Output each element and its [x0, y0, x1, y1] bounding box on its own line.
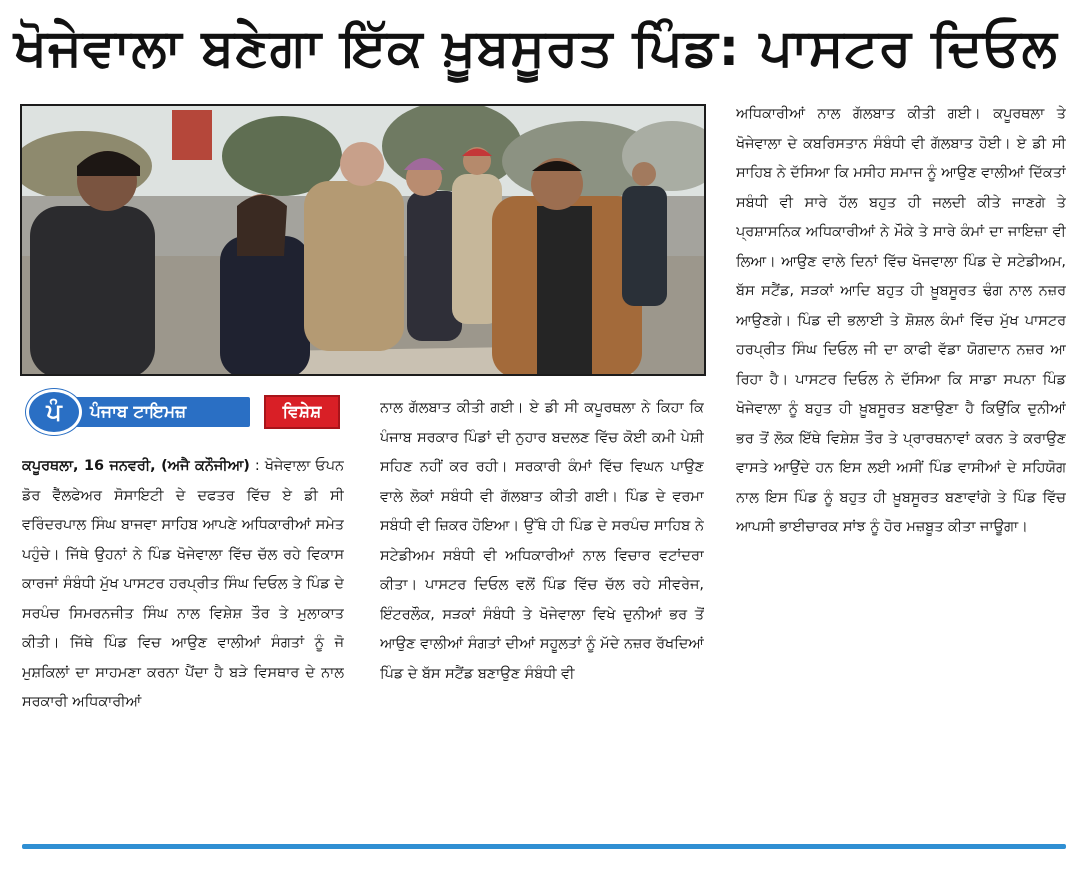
article-column-1: [22, 452, 344, 837]
brand-name: ਪੰਜਾਬ ਟਾਇਮਜ਼: [90, 402, 187, 422]
special-badge: ਵਿਸ਼ੇਸ਼: [264, 395, 340, 429]
brand-strip: [20, 389, 342, 435]
article-column-2: [380, 394, 704, 838]
brand-logo-icon: ਪੰ: [26, 389, 82, 435]
column-3-text: ਅਧਿਕਾਰੀਆਂ ਨਾਲ ਗੱਲਬਾਤ ਕੀਤੀ ਗਈ। ਕਪੂਰਥਲਾ ਤੇ ਖੋਜੇਵਾਲਾ ਦੇ ਕਬਰਿਸਤਾਨ ਸੰਬੰਧੀ ਵੀ ਗੱਲਬਾਤ ਹੋਈ। ਏ ਡੀ ਸੀ ਸਾਹਿਬ ਨੇ ਦੱਸਿਆ ਕਿ ਮਸੀਹ ਸਮਾਜ ਨੂੰ ਆਉਣ ਵਾਲੀਆਂ ਦਿੱਕਤਾਂ ਸਬੰਧੀ ਵੀ ਸਾਰੇ ਹੱਲ ਬਹੁਤ ਹੀ ਜਲਦੀ ਕੀਤੇ ਜਾਣਗੇ ਤੇ ਪ੍ਰਸ਼ਾਸਨਿਕ ਅਧਿਕਾਰੀਆਂ ਨੇ ਮੌਕੇ ਤੇ ਸਾਰੇ ਕੰਮਾਂ ਦਾ ਜਾਇਜ਼ਾ ਵੀ ਲਿਆ। ਆਉਣ ਵਾਲੇ ਦਿਨਾਂ ਵਿੱਚ ਖੋਜਵਾਲਾ ਪਿੰਡ ਦੇ ਸਟੇਡੀਅਮ, ਬੱਸ ਸਟੈਂਡ, ਸੜਕਾਂ ਆਦਿ ਬਹੁਤ ਹੀ ਖ਼ੂਬਸੂਰਤ ਢੰਗ ਨਾਲ ਨਜ਼ਰ ਆਉਣਗੇ। ਪਿੰਡ ਦੀ ਭਲਾਈ ਤੇ ਸ਼ੋਸ਼ਲ ਕੰਮਾਂ ਵਿੱਚ ਮੁੱਖ ਪਾਸਟਰ ਹਰਪ੍ਰੀਤ ਸਿੰਘ ਦਿਓਲ ਜੀ ਦਾ ਕਾਫੀ ਵੱਡਾ ਯੋਗਦਾਨ ਨਜ਼ਰ ਆ ਰਿਹਾ ਹੈ। ਪਾਸਟਰ ਦਿਓਲ ਨੇ ਦੱਸਿਆ ਕਿ ਸਾਡਾ ਸਪਨਾ ਪਿੰਡ ਖੋਜੇਵਾਲਾ ਨੂੰ ਬਹੁਤ ਹੀ ਖ਼ੂਬਸੂਰਤ ਬਣਾਉਣਾ ਹੈ ਕਿਉਂਕਿ ਦੁਨੀਆਂ ਭਰ ਤੋਂ ਲੋਕ ਇੱਥੇ ਵਿਸ਼ੇਸ਼ ਤੌਰ ਤੇ ਪ੍ਰਾਰਥਨਾਵਾਂ ਕਰਨ ਤੇ ਕਰਾਉਣ ਵਾਸਤੇ ਆਉਂਦੇ ਹਨ ਇਸ ਲਈ ਅਸੀਂ ਪਿੰਡ ਵਾਸੀਆਂ ਦੇ ਸਹਿਯੋਗ ਨਾਲ ਇਸ ਪਿੰਡ ਨੂੰ ਬਹੁਤ ਹੀ ਖ਼ੂਬਸੂਰਤ ਬਣਾਵਾਂਗੇ ਤੇ ਪਿੰਡ ਵਿੱਚ ਆਪਸੀ ਭਾਈਚਾਰਕ ਸਾਂਝ ਨੂੰ ਹੋਰ ਮਜ਼ਬੂਤ ਕੀਤਾ ਜਾਊਗਾ।: [736, 106, 1066, 535]
bottom-rule: [22, 844, 1066, 849]
column-2-text: ਨਾਲ ਗੱਲਬਾਤ ਕੀਤੀ ਗਈ। ਏ ਡੀ ਸੀ ਕਪੂਰਥਲਾ ਨੇ ਕਿਹਾ ਕਿ ਪੰਜਾਬ ਸਰਕਾਰ ਪਿੰਡਾਂ ਦੀ ਨੁਹਾਰ ਬਦਲਣ ਵਿੱਚ ਕੋਈ ਕਮੀ ਪੇਸ਼ੀ ਸਹਿਣ ਨਹੀਂ ਕਰ ਰਹੀ। ਸਰਕਾਰੀ ਕੰਮਾਂ ਵਿੱਚ ਵਿਘਨ ਪਾਉਣ ਵਾਲੇ ਲੋਕਾਂ ਸਬੰਧੀ ਵੀ ਗੱਲਬਾਤ ਕੀਤੀ ਗਈ। ਪਿੰਡ ਦੇ ਵਰਮਾ ਸਬੰਧੀ ਵੀ ਜ਼ਿਕਰ ਹੋਇਆ। ਉੱਥੇ ਹੀ ਪਿੰਡ ਦੇ ਸਰਪੰਚ ਸਾਹਿਬ ਨੇ ਸਟੇਡੀਅਮ ਸਬੰਧੀ ਵੀ ਅਧਿਕਾਰੀਆਂ ਨਾਲ ਵਿਚਾਰ ਵਟਾਂਦਰਾ ਕੀਤਾ। ਪਾਸਟਰ ਦਿਓਲ ਵਲੋਂ ਪਿੰਡ ਵਿੱਚ ਚੱਲ ਰਹੇ ਸੀਵਰੇਜ, ਇੰਟਰਲੌਕ, ਸੜਕਾਂ ਸੰਬੰਧੀ ਤੇ ਖੋਜੇਵਾਲਾ ਵਿਖੇ ਦੁਨੀਆਂ ਭਰ ਤੋਂ ਆਉਣ ਵਾਲੀਆਂ ਸੰਗਤਾਂ ਦੀਆਂ ਸਹੂਲਤਾਂ ਨੂੰ ਮੱਦੇ ਨਜ਼ਰ ਰੱਖਦਿਆਂ ਪਿੰਡ ਦੇ ਬੱਸ ਸਟੈਂਡ ਬਣਾਉਣ ਸੰਬੰਧੀ ਵੀ: [380, 400, 704, 682]
dateline: ਕਪੂਰਥਲਾ, 16 ਜਨਵਰੀ, (ਅਜੈ ਕਨੌਜੀਆ): [22, 458, 250, 474]
article-column-3: [736, 100, 1066, 838]
news-photo: [20, 104, 706, 376]
column-1-text: : ਖੋਜੇਵਾਲਾ ਓਪਨ ਡੋਰ ਵੈੱਲਫੇਅਰ ਸੋਸਾਇਟੀ ਦੇ ਦਫਤਰ ਵਿੱਚ ਏ ਡੀ ਸੀ ਵਰਿੰਦਰਪਾਲ ਸਿੰਘ ਬਾਜਵਾ ਸਾਹਿਬ ਆਪਣੇ ਅਧਿਕਾਰੀਆਂ ਸਮੇਤ ਪਹੁੰਚੇ। ਜਿੱਥੇ ਉਹਨਾਂ ਨੇ ਪਿੰਡ ਖੋਜੇਵਾਲਾ ਵਿੱਚ ਚੱਲ ਰਹੇ ਵਿਕਾਸ ਕਾਰਜਾਂ ਸੰਬੰਧੀ ਮੁੱਖ ਪਾਸਟਰ ਹਰਪ੍ਰੀਤ ਸਿੰਘ ਦਿਓਲ ਤੇ ਪਿੰਡ ਦੇ ਸਰਪੰਚ ਸਿਮਰਨਜੀਤ ਸਿੰਘ ਨਾਲ ਵਿਸ਼ੇਸ਼ ਤੌਰ ਤੇ ਮੁਲਾਕਾਤ ਕੀਤੀ। ਜਿੱਥੇ ਪਿੰਡ ਵਿਚ ਆਉਣ ਵਾਲੀਆਂ ਸੰਗਤਾਂ ਨੂੰ ਜੋ ਮੁਸ਼ਕਿਲਾਂ ਦਾ ਸਾਹਮਣਾ ਕਰਨਾ ਪੈਂਦਾ ਹੈ ਬੜੇ ਵਿਸਥਾਰ ਦੇ ਨਾਲ ਸਰਕਾਰੀ ਅਧਿਕਾਰੀਆਂ: [22, 458, 344, 710]
headline: ਖੋਜੇਵਾਲਾ ਬਣੇਗਾ ਇੱਕ ਖ਼ੂਬਸੂਰਤ ਪਿੰਡ: ਪਾਸਟਰ ਦਿਓਲ: [14, 18, 1058, 78]
